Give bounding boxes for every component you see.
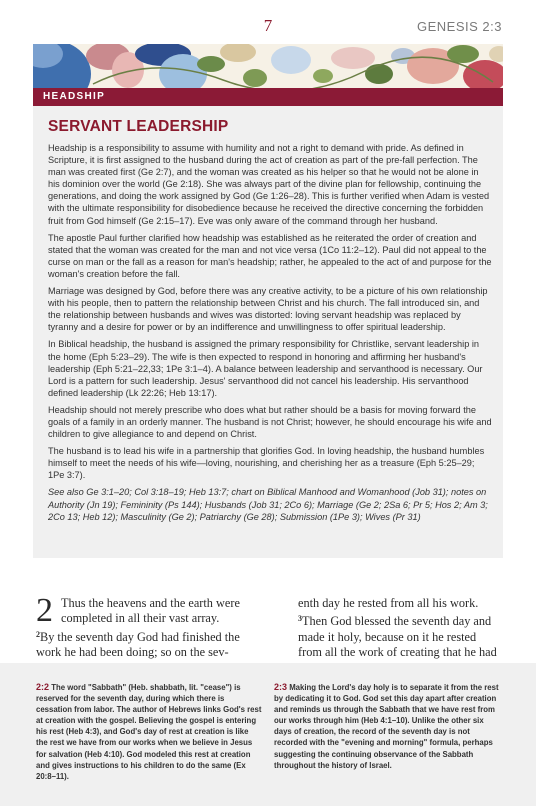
see-also: See also Ge 3:1–20; Col 3:18–19; Heb 13:7; chart on Biblical Manhood and Womanhood (Job 31); notes on Authority (Jn 19); Femininity (Ps 144); Husbands (Job 31; 2Co 6); Marriage (Ge 2; 2Sa 6; Pr 5; Hos 2; Am 3; 2Co 13; Heb 12); Masculinity (Ge 2); Patriarchy (Ge 28); Submission (1Pe 3); Wives (Pr 31): [48, 487, 488, 522]
verse-2: By the seventh day God had finished the work he had been doing; so on the sev-: [36, 629, 240, 660]
scripture-column-left: [36, 592, 264, 661]
note-text: Making the Lord's day holy is to separate it from the rest by dedicating it to God. God set this day apart after creation and reminds us through the Sabbath that we have rest from our works through him (Heb 4:1–10). Unlike the other six days of creation, the record of the seventh day is not recorded with the "evening and morning" formula, perhaps suggesting the continuing observance of the Sabbath throughout the history of Israel.: [274, 683, 499, 770]
sidebar-paragraph: The husband is to lead his wife in a partnership that glorifies God. In loving headship, the husband humbles himself to meet the needs of his wife—loving, nourishing, and cherishing her as a treasure (Eph 5:25–29; 1Pe 3:7).: [48, 446, 485, 481]
verse-2-continued: enth day he rested from all his work.: [298, 596, 479, 610]
chapter-number: 2: [36, 592, 53, 629]
note-reference: 2:2: [36, 682, 50, 692]
sidebar-paragraph: Headship is a responsibility to assume with humility and not a right to demand with pride. As defined in Scripture, it is first assigned to the husband during the act of creation as part of the pre-fall perfection. The man was created first (Ge 2:7), and the woman was created as his helper so that he would not be alone in his dominion over the world (Ge 2:18). She was always part of the divine plan for fellowship, continuing the generations, and doing the work assigned by God (Ge 1:26–28). This is further verified when Adam is vested with the ultimate responsibility for disobedience because he received the directive concerning the forbidden fruit from God himself (Ge 2:15–17). Eve was only aware of the command through her husband.: [48, 143, 490, 226]
sidebar-paragraph: In Biblical headship, the husband is assigned the primary responsibility for Christlike, servant leadership in the home (Eph 5:23–29). The wife is then expected to respond in honoring and affirming her husband's leadership (Eph 5:21–22,33; 1Pe 3:1–4). A balance between leadership and servanthood is necessary. Our Lord is a pattern for such leadership. Jesus' servanthood did not cancel his leadership. His servanthood defined leadership (Lk 22:26; Heb 13:17).: [48, 339, 483, 398]
verse-1: Thus the heavens and the earth were completed in all their vast array.: [61, 596, 240, 626]
floral-banner-illustration: [33, 44, 503, 88]
verse-number: 2: [36, 629, 40, 639]
verse-3: Then God blessed the seventh day and made it holy, because on it he rested from all the work of creating that he had: [298, 614, 497, 660]
sidebar-paragraph: Headship should not merely prescribe who does what but rather should be a basis for moving forward the goals of a family in an orderly manner. The husband is not Christ; however, he should encourage his wife and children to give allegiance to and depend on Christ.: [48, 404, 492, 440]
sidebar-title: SERVANT LEADERSHIP: [48, 118, 229, 135]
note-text: The word "Sabbath" (Heb. shabbath, lit. "cease") is reserved for the seventh day, during which there is cessation from labor. The author of Hebrews links God's rest at creation with the gospel. Believing the gospel is entering his rest (Heb 4:3), and God's day of rest at creation is like the rest we have from our works when we believe in Jesus for salvation (Heb 4:10). God modeled this rest at creation and gives instructions to his children to do the same (Ex 20:8–11).: [36, 683, 262, 781]
study-note: [274, 682, 500, 771]
sidebar-band: [33, 88, 503, 106]
running-head: GENESIS 2:3: [417, 19, 502, 34]
verse-number: 3: [298, 614, 302, 624]
page-number: 7: [263, 16, 273, 35]
study-note: [36, 682, 262, 782]
sidebar-body: [48, 142, 492, 528]
sidebar-paragraph: The apostle Paul further clarified how headship was established as he reiterated the order of creation and stated that the woman was created for the man and not vice versa (1Co 11:2–12). Paul did not appeal to the curse on man or the fall as a reason for man's headship; rather, he appealed to the act of and purpose for the woman's creation before the fall.: [48, 232, 492, 279]
band-label: HEADSHIP: [43, 91, 106, 102]
note-reference: 2:3: [274, 682, 288, 692]
sidebar-paragraph: Marriage was designed by God, before there was any creative activity, to be a picture of his own relationship with his people, then to pattern the relationship between Christ and his church. The fall introduced sin, and the relationship between husbands and wives was distorted: loving servant headship was replaced by tyranny and a desire for power or by an indifference and unwillingness to offer spiritual leadership.: [48, 286, 488, 333]
